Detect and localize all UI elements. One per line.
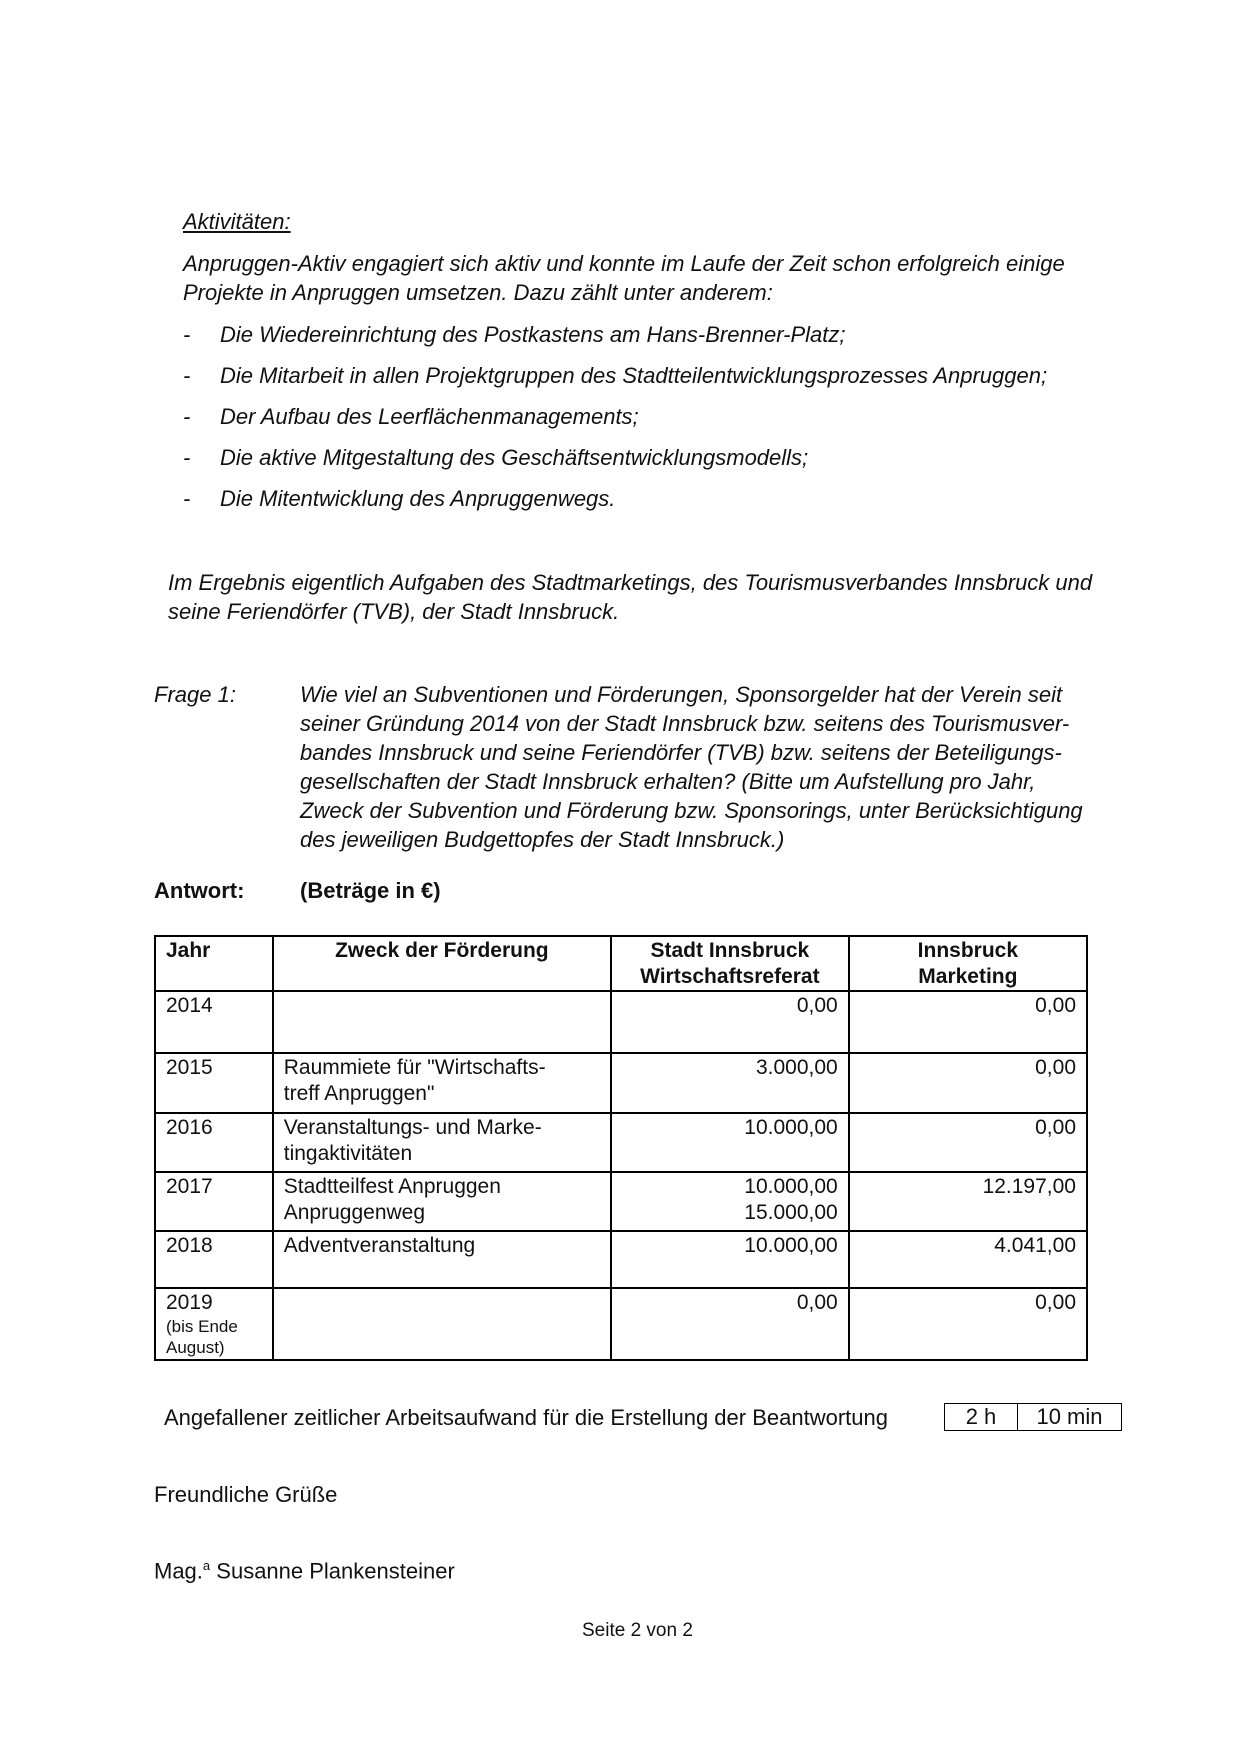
cell-year: 2017 (155, 1172, 273, 1231)
activities-intro-line: Anpruggen-Aktiv engagiert sich aktiv und konnte im Laufe der Zeit schon erfolgreich einige (183, 251, 1065, 276)
signature-name (154, 1551, 455, 1585)
cell-city: 0,00 (611, 991, 849, 1053)
header-text: Zweck der Förderung (335, 939, 549, 962)
cell-purpose (273, 991, 611, 1053)
list-item (183, 402, 1133, 431)
purpose-line: tingaktivitäten (283, 1142, 413, 1165)
amount-line: 15.000,00 (744, 1201, 838, 1224)
cell-marketing: 0,00 (849, 1113, 1087, 1172)
cell-year: 2016 (155, 1113, 273, 1172)
list-dash: - (183, 486, 191, 511)
purpose-line: treff Anpruggen" (283, 1082, 435, 1105)
list-item-text: Die aktive Mitgestaltung des Geschäftsentwicklungsmodells; (220, 445, 809, 470)
table-row (155, 1053, 1087, 1113)
purpose-line: Anpruggenweg (283, 1201, 426, 1224)
year-note: August) (166, 1338, 225, 1357)
funding-table (154, 935, 1088, 1361)
column-header-city (611, 936, 849, 991)
purpose-line: Raummiete für "Wirtschafts- (283, 1056, 546, 1079)
table-row (155, 1288, 1087, 1360)
table-row (155, 991, 1087, 1053)
column-header-year (155, 936, 273, 991)
header-text: Stadt Innsbruck (650, 939, 810, 962)
effort-time-box (944, 1403, 1122, 1431)
question-line: seiner Gründung 2014 von der Stadt Innsbruck bzw. seitens des Tourismusver- (300, 711, 1070, 736)
effort-label: Angefallener zeitlicher Arbeitsaufwand für die Erstellung der Beantwortung (164, 1405, 888, 1430)
amount-line: 10.000,00 (744, 1175, 838, 1198)
table-header-row (155, 936, 1087, 991)
cell-marketing: 12.197,00 (849, 1172, 1087, 1231)
question-line: Wie viel an Subventionen und Förderungen, Sponsorgelder hat der Verein seit (300, 682, 1063, 707)
cell-marketing: 0,00 (849, 991, 1087, 1053)
name-text: Susanne Plankensteiner (216, 1558, 455, 1584)
list-item-text: Die Mitarbeit in allen Projektgruppen des Stadtteilentwicklungsprozesses Anpruggen; (220, 363, 1048, 388)
purpose-line: Stadtteilfest Anpruggen (283, 1175, 501, 1198)
cell-year: 2018 (155, 1231, 273, 1288)
effort-hours: 2 h (945, 1404, 1018, 1430)
cell-purpose (273, 1053, 611, 1113)
table-row (155, 1113, 1087, 1172)
cell-marketing: 4.041,00 (849, 1231, 1087, 1288)
list-item-text: Der Aufbau des Leerflächenmanagements; (220, 404, 639, 429)
cell-purpose (273, 1172, 611, 1231)
closing-greeting: Freundliche Grüße (154, 1482, 338, 1507)
cell-purpose (273, 1113, 611, 1172)
cell-purpose: Adventveranstaltung (273, 1231, 611, 1288)
cell-year: 2014 (155, 991, 273, 1053)
result-line: seine Feriendörfer (TVB), der Stadt Innsbruck. (168, 599, 620, 624)
table-row (155, 1172, 1087, 1231)
cell-marketing: 0,00 (849, 1288, 1087, 1360)
cell-marketing: 0,00 (849, 1053, 1087, 1113)
question-line: bandes Innsbruck und seine Feriendörfer (TVB) bzw. seitens der Beteiligungs- (300, 740, 1062, 765)
list-item (183, 443, 1133, 472)
cell-year: 2015 (155, 1053, 273, 1113)
cell-city (611, 1172, 849, 1231)
answer-label: Antwort: (154, 878, 245, 903)
list-item (183, 484, 1133, 513)
header-text: Wirtschaftsreferat (640, 965, 820, 988)
list-dash: - (183, 322, 191, 347)
column-header-purpose (273, 936, 611, 991)
cell-purpose (273, 1288, 611, 1360)
purpose-line: Veranstaltungs- und Marke- (283, 1116, 542, 1139)
cell-year (155, 1288, 273, 1360)
year-note: (bis Ende (166, 1317, 238, 1336)
year-text: 2019 (166, 1291, 213, 1314)
name-prefix-sup: a (202, 1558, 211, 1573)
answer-unit-note: (Beträge in €) (300, 878, 441, 903)
question-line: des jeweiligen Budgettopfes der Stadt Innsbruck.) (300, 827, 785, 852)
question-label: Frage 1: (154, 682, 236, 707)
list-dash: - (183, 445, 191, 470)
list-item (183, 320, 1133, 349)
page-number: Seite 2 von 2 (582, 1620, 693, 1641)
cell-city: 3.000,00 (611, 1053, 849, 1113)
list-item (183, 361, 1133, 390)
table-row (155, 1231, 1087, 1288)
effort-minutes: 10 min (1036, 1404, 1103, 1429)
list-item-text: Die Mitentwicklung des Anpruggenwegs. (220, 486, 616, 511)
header-text: Marketing (918, 965, 1018, 988)
cell-city: 10.000,00 (611, 1113, 849, 1172)
header-text: Innsbruck (917, 939, 1019, 962)
cell-city: 10.000,00 (611, 1231, 849, 1288)
header-text: Jahr (166, 939, 211, 962)
list-dash: - (183, 363, 191, 388)
question-line: Zweck der Subvention und Förderung bzw. Sponsorings, unter Berücksichtigung (300, 798, 1083, 823)
column-header-marketing (849, 936, 1087, 991)
list-dash: - (183, 404, 191, 429)
cell-city: 0,00 (611, 1288, 849, 1360)
result-line: Im Ergebnis eigentlich Aufgaben des Stadtmarketings, des Tourismusverbandes Innsbruck und (168, 570, 1093, 595)
name-prefix: Mag. (154, 1558, 203, 1584)
question-line: gesellschaften der Stadt Innsbruck erhalten? (Bitte um Aufstellung pro Jahr, (300, 769, 1036, 794)
list-item-text: Die Wiedereinrichtung des Postkastens am Hans-Brenner-Platz; (220, 322, 846, 347)
activities-intro-line: Projekte in Anpruggen umsetzen. Dazu zählt unter anderem: (183, 280, 773, 305)
activities-heading: Aktivitäten: (183, 209, 291, 234)
